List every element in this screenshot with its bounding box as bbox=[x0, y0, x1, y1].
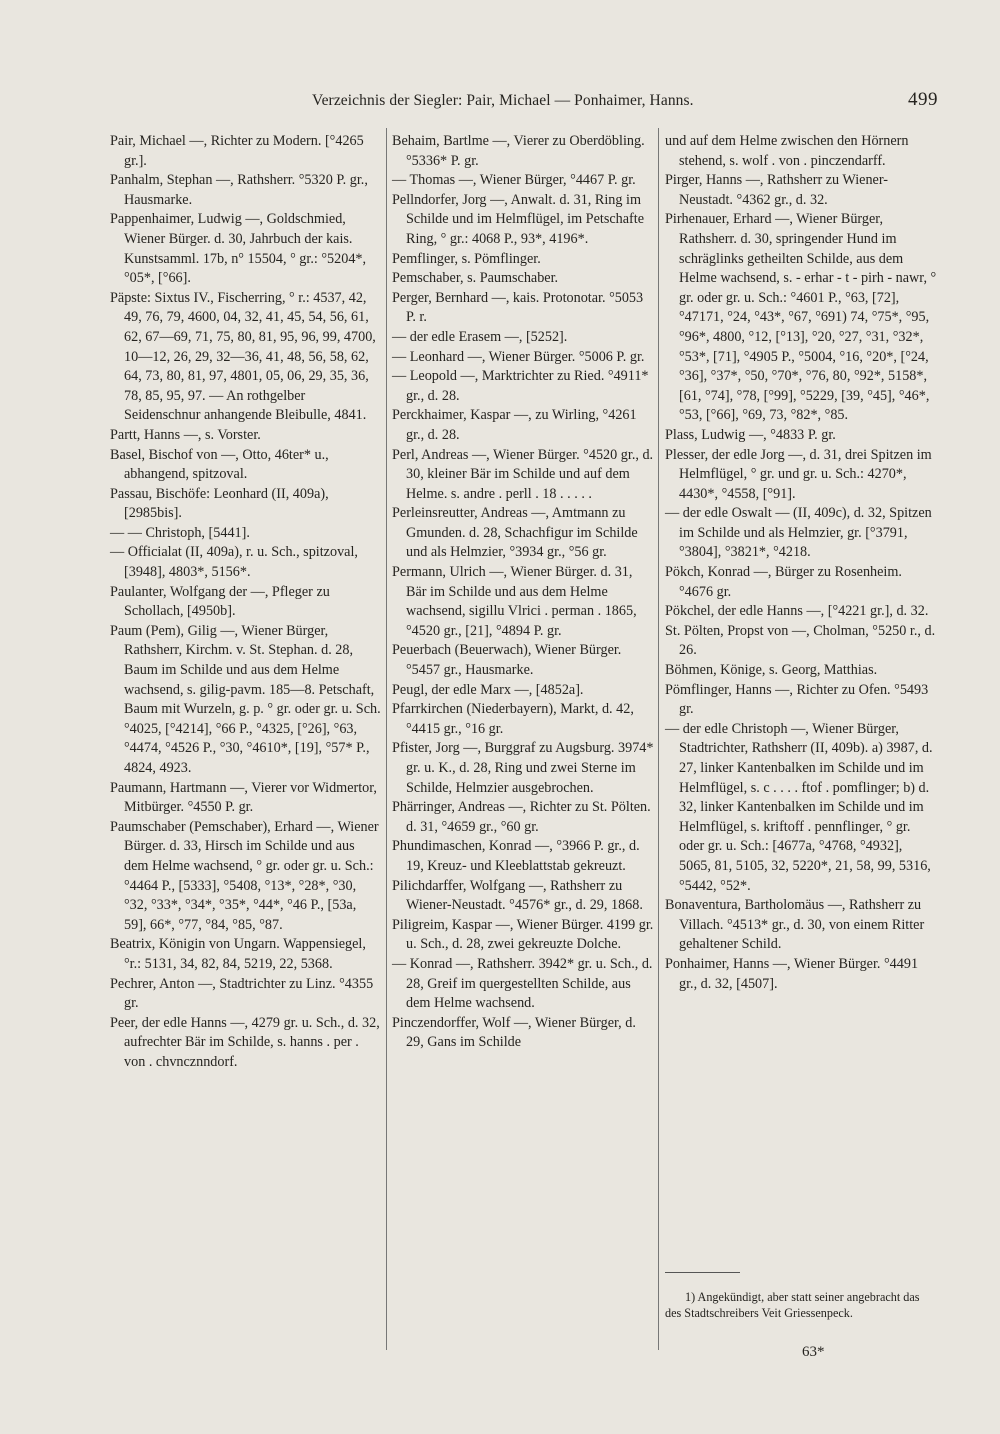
index-entry: Bonaventura, Bartholomäus —, Rathsherr zu Villach. °4513* gr., d. 30, von einem Ritter gehaltener Schild. bbox=[665, 897, 925, 953]
index-entry: — Konrad —, Rathsherr. 3942* gr. u. Sch., d. 28, Greif im quergestellten Schilde, aus dem Helme wachsend. bbox=[392, 955, 653, 1012]
index-entry: Ponhaimer, Hanns —, Wiener Bürger. °4491 gr., d. 32, [4507]. bbox=[665, 955, 919, 992]
index-entry: — Leonhard —, Wiener Bürger. °5006 P. gr. bbox=[392, 348, 645, 365]
index-entry: Pömflinger, Hanns —, Richter zu Ofen. °5493 gr. bbox=[665, 681, 929, 718]
index-entry: Pirhenauer, Erhard —, Wiener Bürger, Rathsherr. d. 30, springender Hund im schräglinks getheilten Schilde, aus dem Helme wachsend, s. - erhar - t - pirh - nawr, ° gr. oder gr. u. Sch.: °4601 P., °63, [72], °47171, °24, °43*, °67, °691) 74, °75*, °95, °96*, 4800, °12, [°13], °20, °27, °31, °32*, °53*, [71], °4905 P., °5004, °16, °20*, [°24, °36], °37*, °50, °70*, °76, 80, °92*, 5158*, [61, °74], °78, [°99], °5229, [39, °45], °46*, °53, [°66], °69, 73, °82*, °85. bbox=[665, 211, 937, 424]
index-entry: Perckhaimer, Kaspar —, zu Wirling, °4261 gr., d. 28. bbox=[392, 407, 637, 443]
index-entry: Peer, der edle Hanns —, 4279 gr. u. Sch., d. 32, aufrechter Bär im Schilde, s. hanns . per . von . chvncznndorf. bbox=[110, 1014, 380, 1070]
index-entry: Böhmen, Könige, s. Georg, Matthias. bbox=[665, 662, 878, 679]
column-divider bbox=[386, 128, 387, 1350]
column-right bbox=[665, 132, 937, 994]
index-entry: Basel, Bischof von —, Otto, 46ter* u., abhangend, spitzoval. bbox=[110, 446, 329, 483]
index-entry: Piligreim, Kaspar —, Wiener Bürger. 4199 gr. u. Sch., d. 28, zwei gekreuzte Dolche. bbox=[392, 916, 654, 953]
index-entry: Panhalm, Stephan —, Rathsherr. °5320 P. gr., Hausmarke. bbox=[110, 172, 368, 208]
index-entry: Peugl, der edle Marx —, [4852a]. bbox=[392, 681, 584, 698]
index-entry: Paumann, Hartmann —, Vierer vor Widmertor, Mitbürger. °4550 P. gr. bbox=[110, 779, 377, 816]
index-entry: Pökch, Konrad —, Bürger zu Rosenheim. °4676 gr. bbox=[665, 564, 902, 600]
column-left bbox=[110, 132, 382, 1073]
index-entry: Pfister, Jorg —, Burggraf zu Augsburg. 3974* gr. u. K., d. 28, Ring und zwei Sterne im Schilde, Helmzier ausgebrochen. bbox=[392, 740, 654, 796]
index-entry: Paumschaber (Pemschaber), Erhard —, Wiener Bürger. d. 33, Hirsch im Schilde und aus dem Helme wachsend, ° gr. oder gr. u. Sch.: °4464 P., [5333], °5408, °13*, °28*, °30, °32, °33*, °34*, °35*, °44*, °46 P., [53a, 59], 66*, °77, °84, °85, °87. bbox=[110, 818, 379, 933]
index-entry: Behaim, Bartlme —, Vierer zu Oberdöbling. °5336* P. gr. bbox=[392, 133, 645, 169]
index-entry: — — Christoph, [5441]. bbox=[110, 524, 250, 541]
page-number: 499 bbox=[908, 89, 938, 110]
index-entry: Permann, Ulrich —, Wiener Bürger. d. 31, Bär im Schilde und aus dem Helme wachsend, sigillu Vlrici . perman . 1865, °4520 gr., [21], °4894 P. gr. bbox=[392, 564, 637, 639]
footnote-rule bbox=[665, 1272, 740, 1273]
index-entry: Passau, Bischöfe: Leonhard (II, 409a), [2985bis]. bbox=[110, 485, 329, 522]
index-entry: Plass, Ludwig —, °4833 P. gr. bbox=[665, 426, 836, 443]
index-entry: Pellndorfer, Jorg —, Anwalt. d. 31, Ring im Schilde und im Helmflügel, im Petschafte Ring, ° gr.: 4068 P., 93*, 4196*. bbox=[392, 191, 644, 247]
index-entry: Pökchel, der edle Hanns —, [°4221 gr.], d. 32. bbox=[665, 603, 929, 620]
index-entry: — der edle Christoph —, Wiener Bürger, Stadtrichter, Rathsherr (II, 409b). a) 3987, d. 27, linker Kantenbalken im Schilde und im Helmflügel, s. c . . . . ftof . pomflinger; b) d. 32, linker Kantenbalken im Schilde und im Helmflügel, s. kriftoff . pennflinger, ° gr. oder gr. u. Sch.: [4677a, °4768, °4932], 5065, 81, 5105, 32, 5220*, 21, 58, 99, 5316, °5442, °52*. bbox=[665, 720, 933, 894]
column-divider bbox=[658, 128, 659, 1350]
index-entry: Paulanter, Wolfgang der —, Pfleger zu Schollach, [4950b]. bbox=[110, 583, 330, 620]
index-entry: Pilichdarffer, Wolfgang —, Rathsherr zu Wiener-Neustadt. °4576* gr., d. 29, 1868. bbox=[392, 877, 643, 914]
index-entry: Pappenhaimer, Ludwig —, Goldschmied, Wiener Bürger. d. 30, Jahrbuch der kais. Kunstsamml. 17b, n° 15504, ° gr.: °5204*, °05*, [°66]. bbox=[110, 211, 367, 287]
index-entry: Plesser, der edle Jorg —, d. 31, drei Spitzen im Helmflügel, ° gr. und gr. u. Sch.: 4270*, 4430*, °4558, [°91]. bbox=[665, 446, 932, 502]
index-entry: St. Pölten, Propst von —, Cholman, °5250 r., d. 26. bbox=[665, 622, 936, 659]
index-entry: Pirger, Hanns —, Rathsherr zu Wiener-Neustadt. °4362 gr., d. 32. bbox=[665, 172, 889, 208]
index-entry: Partt, Hanns —, s. Vorster. bbox=[110, 426, 261, 443]
index-entry: — der edle Erasem —, [5252]. bbox=[392, 328, 568, 345]
index-entry: Pair, Michael —, Richter zu Modern. [°4265 gr.]. bbox=[110, 133, 364, 169]
index-entry: Peuerbach (Beuerwach), Wiener Bürger. °5457 gr., Hausmarke. bbox=[392, 642, 622, 679]
footnote: 1) Angekündigt, aber statt seiner angebracht das des Stadtschreibers Veit Griessenpeck. bbox=[665, 1290, 920, 1320]
index-entry: Paum (Pem), Gilig —, Wiener Bürger, Rathsherr, Kirchm. v. St. Stephan. d. 28, Baum im Schilde und aus dem Helme wachsend, s. gilig-pavm. 185—8. Petschaft, Baum mit Wurzeln, g. p. ° gr. oder gr. u. Sch. °4025, [°4214], °66 P., °4325, [°26], °63, °4474, °4526 P., °30, °4610*, [19], °57* P., 4824, 4923. bbox=[110, 622, 381, 776]
index-entry: Beatrix, Königin von Ungarn. Wappensiegel, °r.: 5131, 34, 82, 84, 5219, 22, 5368. bbox=[110, 936, 366, 972]
index-entry: Perl, Andreas —, Wiener Bürger. °4520 gr., d. 30, kleiner Bär im Schilde und auf dem Helme. s. andre . perll . 18 . . . . . bbox=[392, 446, 654, 502]
index-entry: — Thomas —, Wiener Bürger, °4467 P. gr. bbox=[392, 172, 636, 189]
index-entry: Pemschaber, s. Paumschaber. bbox=[392, 270, 559, 287]
index-entry: und auf dem Helme zwischen den Hörnern stehend, s. wolf . von . pinczendarff. bbox=[665, 133, 909, 169]
index-entry: Perger, Bernhard —, kais. Protonotar. °5053 P. r. bbox=[392, 289, 644, 326]
index-entry: Phundimaschen, Konrad —, °3966 P. gr., d. 19, Kreuz- und Kleeblattstab gekreuzt. bbox=[392, 838, 640, 874]
index-entry: Pechrer, Anton —, Stadtrichter zu Linz. °4355 gr. bbox=[110, 975, 374, 1012]
index-entry: — der edle Oswalt — (II, 409c), d. 32, Spitzen im Schilde und als Helmzier, gr. [°3791, °3804], °3821*, °4218. bbox=[665, 505, 932, 561]
signature-mark: 63* bbox=[802, 1344, 825, 1360]
index-entry: Perleinsreutter, Andreas —, Amtmann zu Gmunden. d. 28, Schachfigur im Schilde und als Helmzier, °3934 gr., °56 gr. bbox=[392, 505, 638, 561]
index-entry: — Officialat (II, 409a), r. u. Sch., spitzoval, [3948], 4803*, 5156*. bbox=[110, 544, 358, 581]
index-entry: Phärringer, Andreas —, Richter zu St. Pölten. d. 31, °4659 gr., °60 gr. bbox=[392, 799, 651, 835]
index-entry: — Leopold —, Marktrichter zu Ried. °4911* gr., d. 28. bbox=[392, 368, 649, 404]
index-entry: Pfarrkirchen (Niederbayern), Markt, d. 42, °4415 gr., °16 gr. bbox=[392, 701, 634, 737]
index-entry: Pemflinger, s. Pömflinger. bbox=[392, 250, 541, 267]
column-middle bbox=[392, 132, 654, 1053]
running-title: Verzeichnis der Siegler: Pair, Michael — Ponhaimer, Hanns. bbox=[312, 92, 694, 109]
index-entry: Päpste: Sixtus IV., Fischerring, ° r.: 4537, 42, 49, 76, 79, 4600, 04, 32, 41, 45, 54, 56, 61, 62, 67—69, 71, 75, 80, 81, 95, 96, 99, 4700, 10—12, 26, 29, 32—36, 41, 48, 56, 58, 62, 64, 73, 80, 81, 97, 4801, 05, 06, 29, 35, 36, 78, 85, 95, 97. — An rothgelber Seidenschnur anhangende Bleibulle, 4841. bbox=[110, 289, 376, 424]
page-header bbox=[110, 89, 938, 118]
index-entry: Pinczendorffer, Wolf —, Wiener Bürger, d. 29, Gans im Schilde bbox=[392, 1014, 636, 1051]
